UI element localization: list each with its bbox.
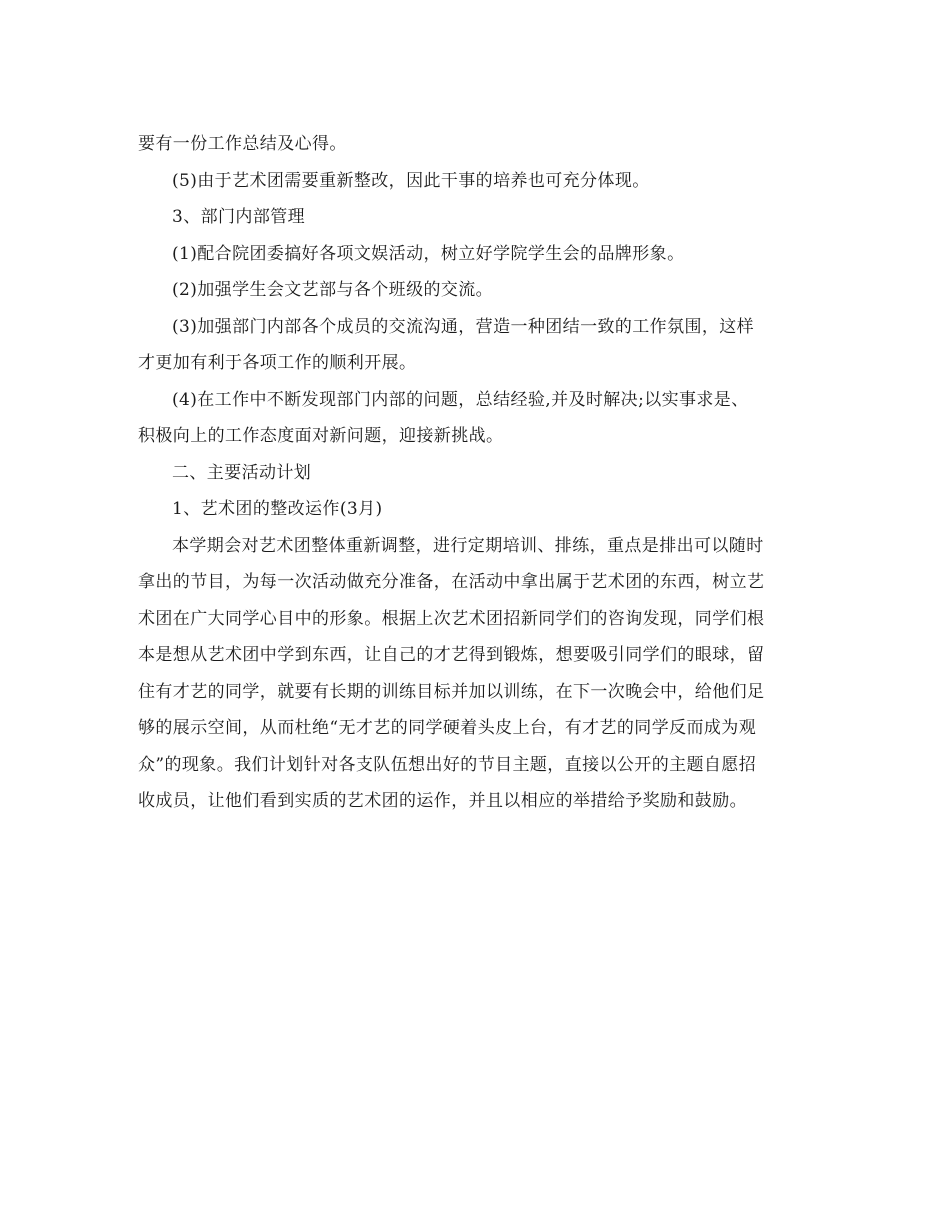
- section-heading-internal-management: 3、部门内部管理: [172, 207, 306, 227]
- paragraph-art-troupe-plan: 本学期会对艺术团整体重新调整，进行定期培训、排练，重点是排出可以随时 拿出的节目，为每一次活动做充分准备，在活动中拿出属于艺术团的东西，树立艺 术团在广大同学心目中的形象。根据上次艺术团招新同学们的咨询发现，同学们根 本是想从艺术团中学到东西，让自己的才艺得到锻炼，想要吸引同学们的眼球，留 住有才艺的同学，就要有长期的训练目标并加以训练，在下一次晚会中，给他们足 够的展示空间，从而杜绝“无才艺的同学硬着头皮上台，有才艺的同学反而成为观 众”的现象。我们计划针对各支队伍想出好的节目主题，直接以公开的主题自愿招 收成员，让他们看到实质的艺术团的运作，并且以相应的举措给予奖励和鼓励。: [138, 535, 765, 811]
- section-heading-activity-plan: 二、主要活动计划: [172, 462, 312, 483]
- paragraph-item-2: (2)加强学生会文艺部与各个班级的交流。: [172, 280, 494, 300]
- paragraph-item-1: (1)配合院团委搞好各项文娱活动，树立好学院学生会的品牌形象。: [172, 243, 685, 264]
- subsection-heading-art-troupe: 1、艺术团的整改运作(3月): [172, 499, 383, 519]
- paragraph-continuation: 要有一份工作总结及心得。: [138, 134, 347, 154]
- paragraph-item-5-cadre-training: (5)由于艺术团需要重新整改，因此干事的培养也可充分体现。: [172, 170, 650, 191]
- document-body: [138, 126, 808, 820]
- paragraph-item-3: (3)加强部门内部各个成员的交流沟通，营造一种团结一致的工作氛围，这样 才更加有利于各项工作的顺利开展。: [138, 316, 755, 373]
- paragraph-item-4: (4)在工作中不断发现部门内部的问题，总结经验,并及时解决;以实事求是、 积极向上的工作态度面对新问题，迎接新挑战。: [138, 389, 749, 446]
